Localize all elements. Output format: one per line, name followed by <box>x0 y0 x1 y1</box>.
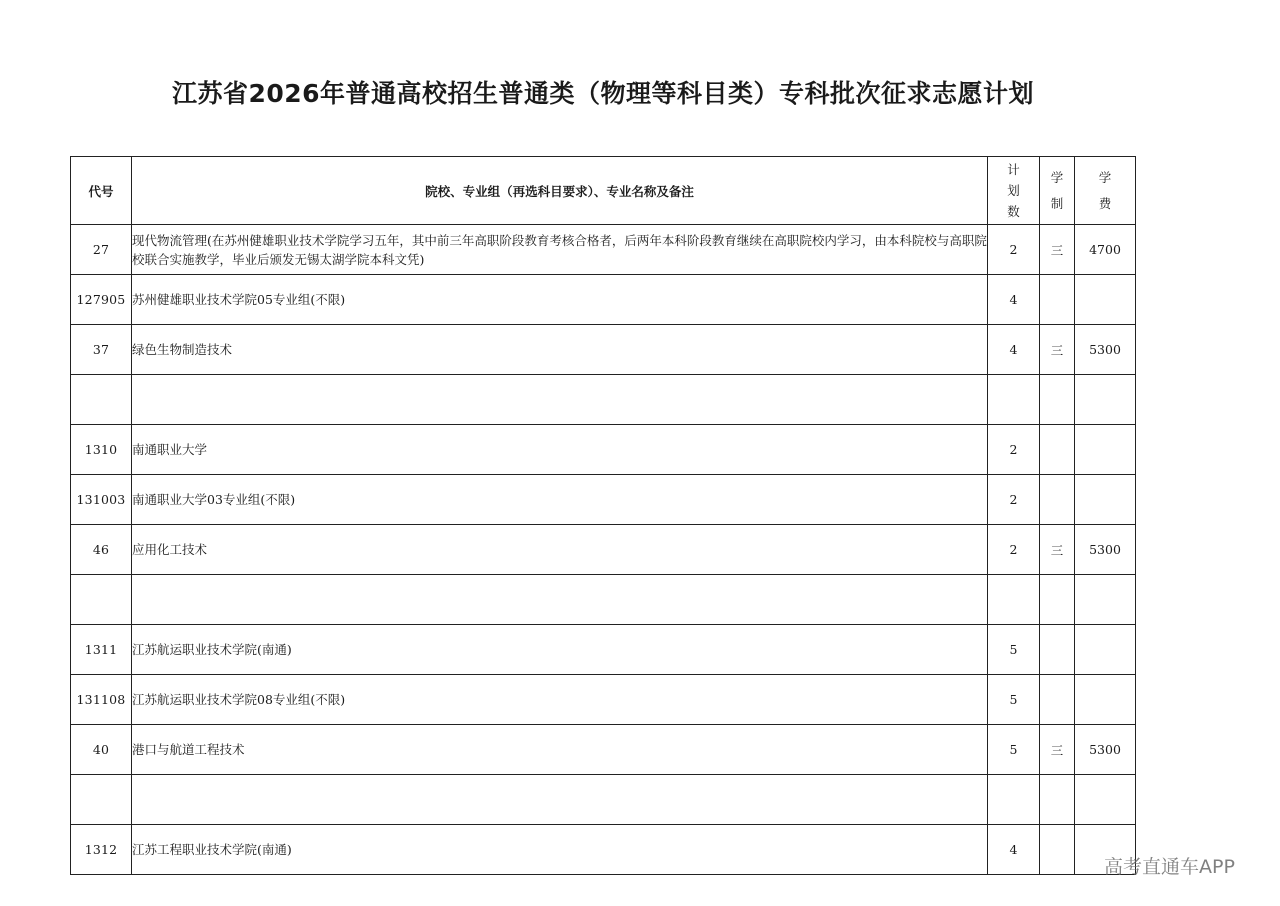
header-fee-label: 学费 <box>1098 169 1112 211</box>
header-duration-label: 学制 <box>1050 169 1064 211</box>
table-header-row <box>71 157 1136 225</box>
cell-name <box>132 575 988 625</box>
table-body <box>71 225 1136 875</box>
cell-plan: 4 <box>988 275 1040 325</box>
cell-name <box>132 375 988 425</box>
cell-fee: 4700 <box>1075 225 1136 275</box>
cell-duration: 三 <box>1040 325 1075 375</box>
table-row <box>71 825 1136 875</box>
cell-code: 1311 <box>71 625 132 675</box>
cell-fee <box>1075 775 1136 825</box>
cell-fee <box>1075 375 1136 425</box>
table-row <box>71 725 1136 775</box>
cell-code <box>71 775 132 825</box>
cell-plan: 2 <box>988 425 1040 475</box>
cell-plan: 2 <box>988 475 1040 525</box>
cell-code: 1312 <box>71 825 132 875</box>
cell-plan: 4 <box>988 825 1040 875</box>
cell-name: 苏州健雄职业技术学院05专业组(不限) <box>132 275 988 325</box>
cell-duration: 三 <box>1040 225 1075 275</box>
cell-code: 27 <box>71 225 132 275</box>
cell-name: 南通职业大学 <box>132 425 988 475</box>
header-fee <box>1075 157 1136 225</box>
header-plan <box>988 157 1040 225</box>
table-row <box>71 425 1136 475</box>
cell-code: 46 <box>71 525 132 575</box>
cell-fee: 5300 <box>1075 325 1136 375</box>
table-row <box>71 575 1136 625</box>
cell-name: 江苏航运职业技术学院(南通) <box>132 625 988 675</box>
cell-name: 现代物流管理(在苏州健雄职业技术学院学习五年，其中前三年高职阶段教育考核合格者，后两年本科阶段教育继续在高职院校内学习，由本科院校与高职院校联合实施教学，毕业后颁发无锡太湖学院本科文凭) <box>132 225 988 275</box>
cell-name: 江苏航运职业技术学院08专业组(不限) <box>132 675 988 725</box>
cell-code: 127905 <box>71 275 132 325</box>
cell-code: 40 <box>71 725 132 775</box>
cell-fee <box>1075 275 1136 325</box>
cell-fee: 5300 <box>1075 725 1136 775</box>
cell-plan <box>988 375 1040 425</box>
cell-plan: 5 <box>988 675 1040 725</box>
cell-code <box>71 575 132 625</box>
table-row <box>71 325 1136 375</box>
cell-plan <box>988 575 1040 625</box>
cell-plan: 4 <box>988 325 1040 375</box>
table-row <box>71 225 1136 275</box>
cell-fee <box>1075 425 1136 475</box>
cell-code: 1310 <box>71 425 132 475</box>
cell-plan: 2 <box>988 525 1040 575</box>
cell-fee <box>1075 575 1136 625</box>
page-title: 江苏省2026年普通高校招生普通类（物理等科目类）专科批次征求志愿计划 <box>171 79 1035 108</box>
cell-name: 应用化工技术 <box>132 525 988 575</box>
cell-fee <box>1075 625 1136 675</box>
table-row <box>71 475 1136 525</box>
header-duration <box>1040 157 1075 225</box>
table-row <box>71 625 1136 675</box>
cell-duration <box>1040 825 1075 875</box>
table-row <box>71 675 1136 725</box>
cell-code: 131003 <box>71 475 132 525</box>
table-row <box>71 375 1136 425</box>
header-plan-label: 计划数 <box>1007 162 1020 219</box>
cell-name <box>132 775 988 825</box>
cell-duration <box>1040 425 1075 475</box>
cell-fee <box>1075 475 1136 525</box>
cell-fee <box>1075 675 1136 725</box>
table-row <box>71 525 1136 575</box>
cell-duration: 三 <box>1040 525 1075 575</box>
cell-code <box>71 375 132 425</box>
cell-duration <box>1040 625 1075 675</box>
cell-name: 南通职业大学03专业组(不限) <box>132 475 988 525</box>
table-row <box>71 275 1136 325</box>
watermark: 高考直通车APP <box>1104 856 1235 878</box>
cell-duration <box>1040 575 1075 625</box>
cell-duration <box>1040 275 1075 325</box>
cell-name: 港口与航道工程技术 <box>132 725 988 775</box>
cell-plan <box>988 775 1040 825</box>
cell-name: 江苏工程职业技术学院(南通) <box>132 825 988 875</box>
cell-code: 37 <box>71 325 132 375</box>
cell-plan: 5 <box>988 725 1040 775</box>
cell-duration <box>1040 375 1075 425</box>
table-row <box>71 775 1136 825</box>
cell-duration <box>1040 475 1075 525</box>
header-name: 院校、专业组（再选科目要求）、专业名称及备注 <box>132 157 988 225</box>
cell-duration: 三 <box>1040 725 1075 775</box>
cell-duration <box>1040 675 1075 725</box>
cell-code: 131108 <box>71 675 132 725</box>
cell-fee: 5300 <box>1075 525 1136 575</box>
cell-plan: 5 <box>988 625 1040 675</box>
cell-name: 绿色生物制造技术 <box>132 325 988 375</box>
cell-duration <box>1040 775 1075 825</box>
cell-plan: 2 <box>988 225 1040 275</box>
enrollment-plan-table <box>70 156 1136 875</box>
header-code: 代号 <box>71 157 132 225</box>
